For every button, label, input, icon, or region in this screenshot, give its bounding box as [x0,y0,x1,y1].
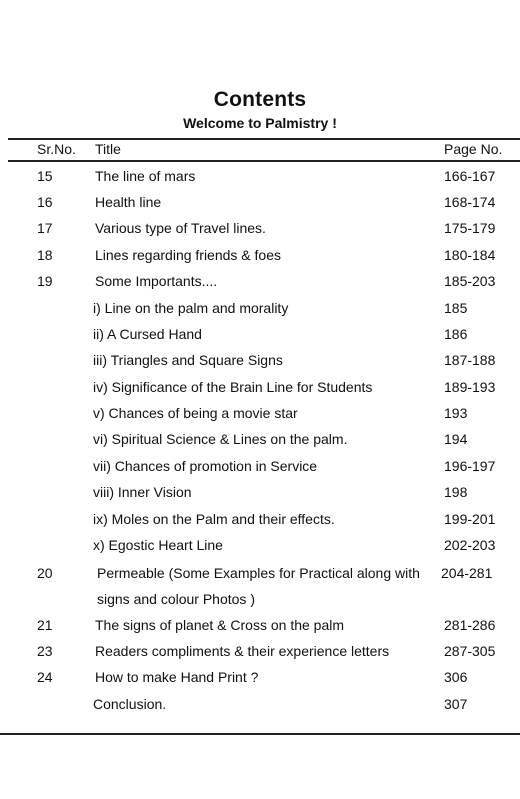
row-page: 306 [444,669,468,685]
row-title: The line of mars [95,168,196,184]
contents-row [0,431,520,455]
top-rule [8,138,520,140]
row-title: Health line [95,194,162,210]
row-page: 185-203 [444,273,496,289]
row-srno: 15 [37,168,53,184]
row-page: 180-184 [444,247,496,263]
contents-row [0,565,520,589]
row-page: 168-174 [444,194,496,210]
row-page: 193 [444,405,468,421]
row-title: The signs of planet & Cross on the palm [95,617,345,633]
row-page: 204-281 [441,565,493,581]
row-srno: 17 [37,220,53,236]
contents-row [0,643,520,667]
row-title: x) Egostic Heart Line [93,537,223,553]
row-title: v) Chances of being a movie star [93,405,298,421]
row-srno: 19 [37,273,53,289]
row-title: ii) A Cursed Hand [93,326,202,342]
contents-row [0,168,520,192]
contents-row [0,273,520,297]
row-title: Readers compliments & their experience letters [95,643,390,659]
row-srno: 16 [37,194,53,210]
row-title-continued: signs and colour Photos ) [97,591,255,607]
row-page: 307 [444,696,468,712]
contents-row [0,669,520,693]
contents-row [0,326,520,350]
row-title: i) Line on the palm and morality [93,300,289,316]
contents-row [0,220,520,244]
contents-row [0,194,520,218]
row-title: vi) Spiritual Science & Lines on the palm. [93,431,348,447]
row-title: viii) Inner Vision [93,484,192,500]
row-page: 166-167 [444,168,496,184]
row-title: Permeable (Some Examples for Practical along with [97,565,420,581]
contents-row [0,511,520,535]
row-title: iv) Significance of the Brain Line for Students [93,379,373,395]
row-page: 186 [444,326,468,342]
row-page: 189-193 [444,379,496,395]
page-title: Contents [213,88,307,111]
contents-row [0,247,520,271]
contents-row [0,696,520,720]
page-subtitle: Welcome to Palmistry ! [183,115,337,131]
bottom-rule [0,733,520,735]
contents-row [0,379,520,403]
contents-row [0,405,520,429]
row-title: How to make Hand Print ? [95,669,259,685]
row-page: 196-197 [444,458,496,474]
contents-row [0,617,520,641]
row-title: Conclusion. [93,696,167,712]
row-title: iii) Triangles and Square Signs [93,352,283,368]
contents-row [0,484,520,508]
row-title: Lines regarding friends & foes [95,247,281,263]
row-srno: 21 [37,617,53,633]
contents-row [0,537,520,561]
contents-row [0,352,520,376]
row-srno: 18 [37,247,53,263]
contents-row [0,458,520,482]
header-rule [8,160,520,162]
row-page: 194 [444,431,468,447]
row-page: 281-286 [444,617,496,633]
header-title: Title [95,141,121,157]
row-page: 175-179 [444,220,496,236]
row-page: 199-201 [444,511,496,527]
row-page: 198 [444,484,468,500]
row-title: ix) Moles on the Palm and their effects. [93,511,335,527]
row-page: 287-305 [444,643,496,659]
row-page: 185 [444,300,468,316]
row-page: 202-203 [444,537,496,553]
contents-row [0,300,520,324]
row-srno: 23 [37,643,53,659]
row-title: vii) Chances of promotion in Service [93,458,318,474]
row-title: Some Importants.... [95,273,218,289]
header-page: Page No. [444,141,503,157]
row-title: Various type of Travel lines. [95,220,266,236]
row-srno: 24 [37,669,53,685]
row-page: 187-188 [444,352,496,368]
header-srno: Sr.No. [37,141,76,157]
row-srno: 20 [37,565,53,581]
